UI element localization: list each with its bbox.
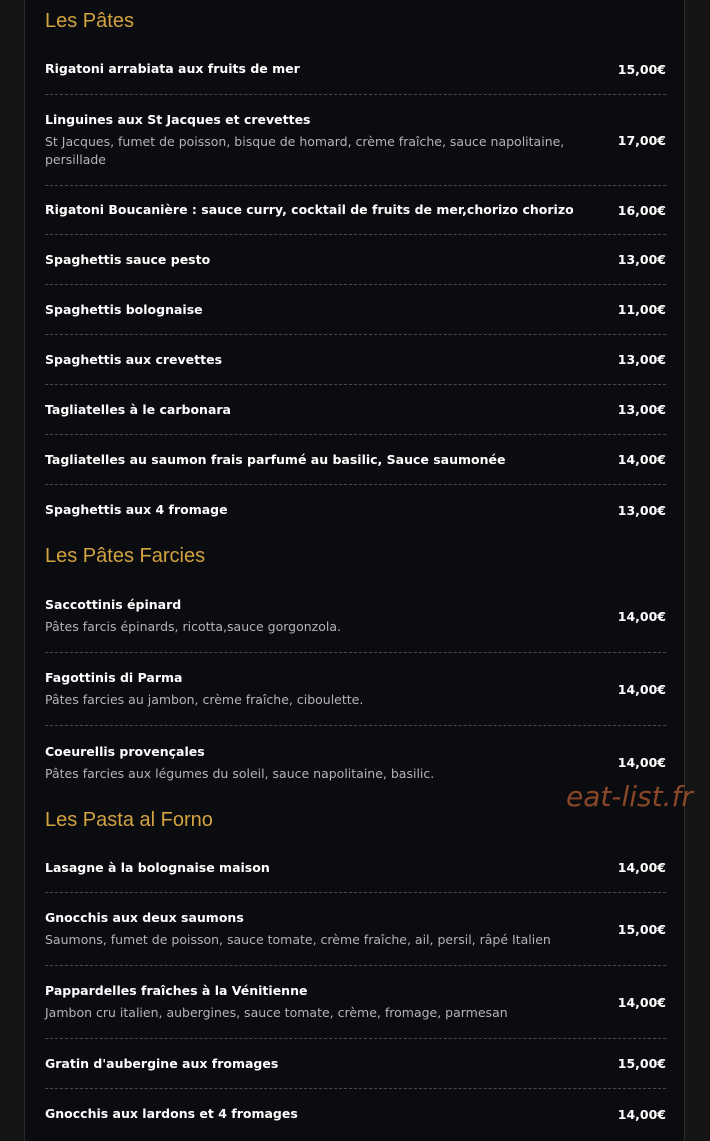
item-price: 13,00€ (617, 402, 666, 417)
watermark-logo: eat-list.fr (566, 780, 693, 813)
menu-item (45, 843, 666, 893)
menu-item (45, 485, 666, 535)
item-price: 15,00€ (617, 61, 666, 77)
item-price: 14,00€ (617, 1106, 666, 1122)
menu-item (45, 966, 666, 1039)
item-name: Pappardelles fraîches à la Vénitienne (45, 983, 308, 998)
item-name: Gnocchis aux lardons et 4 fromages (45, 1106, 298, 1121)
item-price: 14,00€ (617, 860, 666, 875)
item-price: 11,00€ (617, 302, 666, 317)
menu-item (45, 285, 666, 335)
item-price: 16,00€ (617, 202, 666, 218)
item-price: 13,00€ (617, 502, 666, 518)
menu-item (45, 1089, 666, 1139)
menu-panel (24, 0, 685, 1141)
item-description: Pâtes farcis épinards, ricotta,sauce gorgonzola. (45, 619, 341, 634)
item-price: 14,00€ (617, 994, 666, 1010)
menu-item (45, 580, 666, 653)
item-price: 15,00€ (617, 921, 666, 937)
item-price: 15,00€ (617, 1056, 666, 1071)
item-name: Tagliatelles à le carbonara (45, 401, 231, 417)
item-name: Saccottinis épinard (45, 597, 182, 612)
menu-item (45, 335, 666, 385)
item-name: Fagottinis di Parma (45, 670, 183, 685)
item-name: Spaghettis bolognaise (45, 301, 203, 317)
item-description: Saumons, fumet de poisson, sauce tomate, crème fraîche, ail, persil, râpé Italien (45, 932, 551, 947)
section-title-les-pates: Les Pâtes (45, 10, 134, 32)
item-name: Rigatoni Boucanière : sauce curry, cocktail de fruits de mer,chorizo chorizo (45, 202, 574, 217)
item-description: St Jacques, fumet de poisson, bisque de homard, crème fraîche, sauce napolitaine, persillade (45, 134, 565, 167)
menu-item (45, 1039, 666, 1089)
item-price: 14,00€ (617, 681, 666, 697)
item-description: Jambon cru italien, aubergines, sauce tomate, crème, fromage, parmesan (45, 1005, 508, 1020)
menu-item (45, 385, 666, 435)
item-name: Spaghettis aux 4 fromage (45, 502, 228, 517)
item-name: Tagliatelles au saumon frais parfumé au basilic, Sauce saumonée (45, 451, 506, 467)
item-price: 13,00€ (617, 352, 666, 367)
item-price: 13,00€ (617, 252, 666, 267)
menu-item (45, 95, 666, 186)
item-name: Gratin d'aubergine aux fromages (45, 1055, 279, 1071)
section-title-les-pasta-al-forno: Les Pasta al Forno (45, 809, 213, 831)
menu-item (45, 893, 666, 966)
item-name: Gnocchis aux deux saumons (45, 910, 244, 925)
item-name: Lasagne à la bolognaise maison (45, 859, 270, 875)
item-description: Pâtes farcies au jambon, crème fraîche, ciboulette. (45, 692, 364, 707)
menu-item (45, 653, 666, 726)
menu-item (45, 435, 666, 485)
item-name: Spaghettis sauce pesto (45, 251, 211, 267)
item-name: Coeurellis provençales (45, 743, 205, 759)
item-price: 17,00€ (617, 132, 666, 148)
item-name: Spaghettis aux crevettes (45, 351, 223, 367)
item-name: Rigatoni arrabiata aux fruits de mer (45, 61, 300, 76)
item-price: 14,00€ (617, 608, 666, 624)
item-price: 14,00€ (617, 755, 666, 770)
item-description: Pâtes farcies aux légumes du soleil, sauce napolitaine, basilic. (45, 765, 435, 781)
menu-item (45, 186, 666, 235)
menu-item (45, 235, 666, 285)
item-price: 14,00€ (617, 452, 666, 467)
item-name: Linguines aux St Jacques et crevettes (45, 112, 311, 127)
section-title-les-pates-farcies: Les Pâtes Farcies (45, 545, 206, 567)
menu-item (45, 44, 666, 95)
